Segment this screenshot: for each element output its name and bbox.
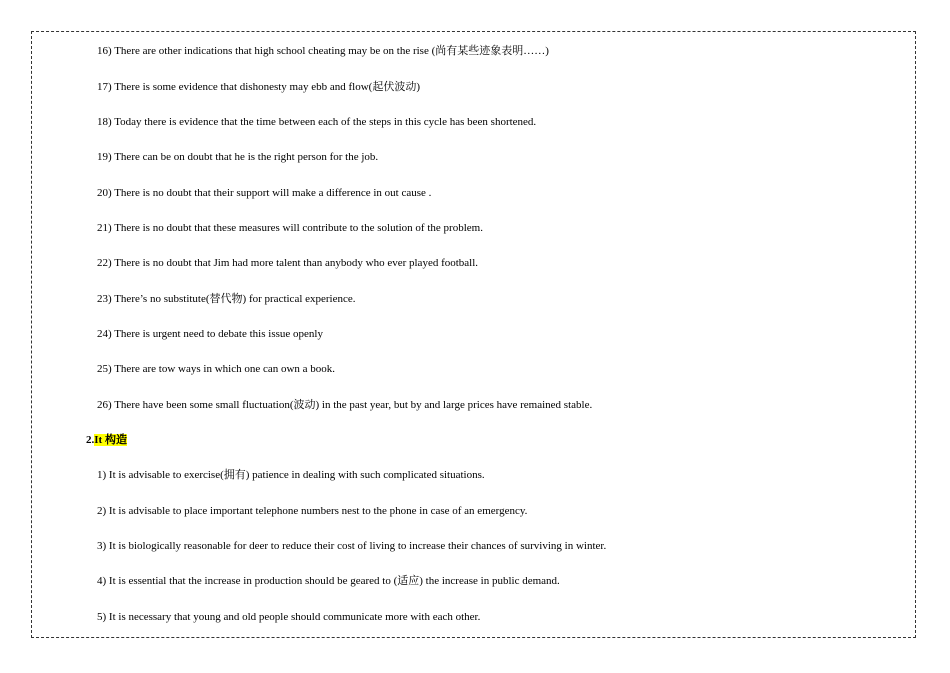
sentence-26: 26) There have been some small fluctuation(波动) in the past year, but by and large prices have remained stable. xyxy=(97,399,593,411)
it-sentence-5: 5) It is necessary that young and old people should communicate more with each other. xyxy=(97,611,481,623)
section-number: 2. xyxy=(86,434,95,446)
sentence-16: 16) There are other indications that high school cheating may be on the rise (尚有某些迹象表明……) xyxy=(97,45,549,57)
sentence-24: 24) There is urgent need to debate this issue openly xyxy=(97,328,323,340)
sentence-25: 25) There are tow ways in which one can own a book. xyxy=(97,363,336,375)
it-sentence-3: 3) It is biologically reasonable for deer to reduce their cost of living to increase their chances of surviving in winter. xyxy=(97,540,607,552)
sentence-18: 18) Today there is evidence that the time between each of the steps in this cycle has been shortened. xyxy=(97,116,537,128)
sentence-23: 23) There’s no substitute(替代物) for practical experience. xyxy=(97,293,356,305)
sentence-22: 22) There is no doubt that Jim had more talent than anybody who ever played football. xyxy=(97,257,479,269)
it-sentence-1: 1) It is advisable to exercise(拥有) patience in dealing with such complicated situations. xyxy=(97,469,485,481)
it-sentence-2: 2) It is advisable to place important telephone numbers nest to the phone in case of an emergency. xyxy=(97,505,528,517)
section-heading xyxy=(86,433,127,447)
sentence-21: 21) There is no doubt that these measures will contribute to the solution of the problem. xyxy=(97,222,483,234)
sentence-17: 17) There is some evidence that dishonesty may ebb and flow(起伏波动) xyxy=(97,81,420,93)
sentence-19: 19) There can be on doubt that he is the right person for the job. xyxy=(97,151,379,163)
sentence-20: 20) There is no doubt that their support will make a difference in out cause . xyxy=(97,187,432,199)
it-sentence-4: 4) It is essential that the increase in production should be geared to (适应) the increase in public demand. xyxy=(97,575,560,587)
section-title: It 构造 xyxy=(94,434,127,446)
